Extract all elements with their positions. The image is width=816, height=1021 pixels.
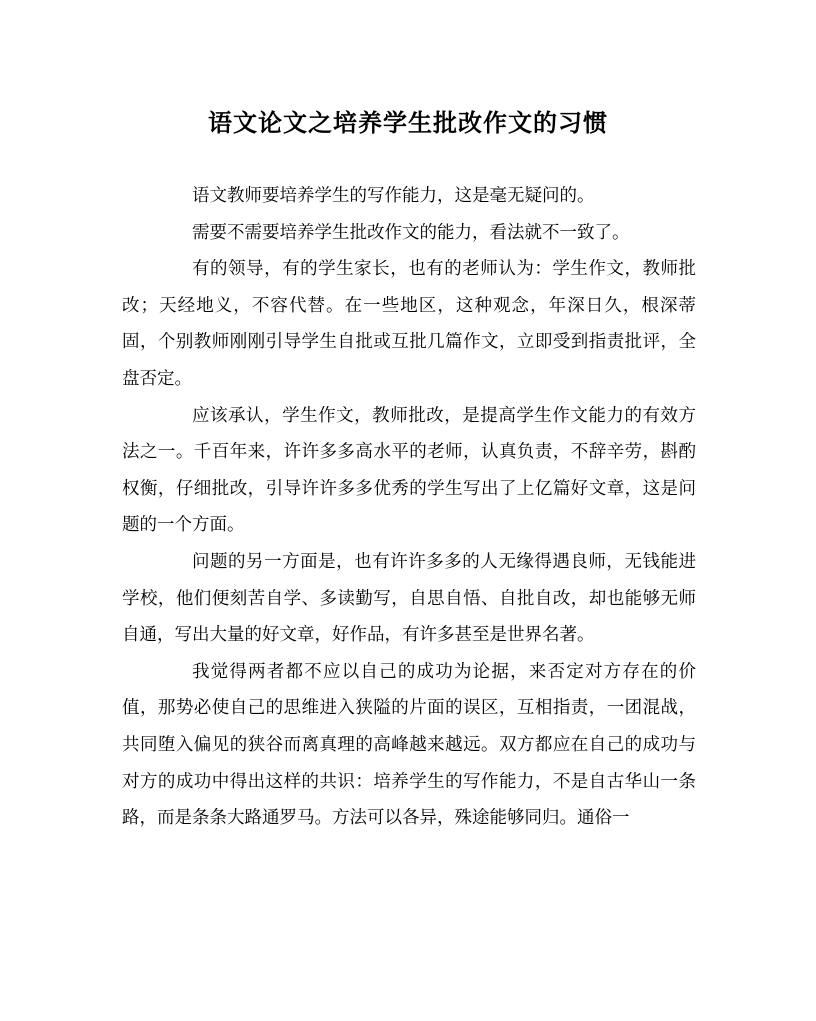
paragraph-2: 需要不需要培养学生批改作文的能力，看法就不一致了。 [192,222,630,243]
paragraph-6: 我觉得两者都不应以自己的成功为论据，来否定对方存在的价值，那势必使自己的思维进入狭隘的片面的误区，互相指责，一团混战，共同堕入偏见的狭谷而离真理的高峰越来越远。双方都应在自己的成功与对方的成功中得出这样的共识：培养学生的写作能力，不是自古华山一条路，而是条条大路通罗马。方法可以各异，殊途能够同归。通俗一 [122,661,696,829]
paragraph-4: 应该承认，学生作文，教师批改，是提高学生作文能力的有效方法之一。千百年来，许许多多高水平的老师，认真负责，不辞辛劳，斟酌权衡，仔细批改，引导许许多多优秀的学生写出了上亿篇好文章，这是问题的一个方面。 [122,405,696,536]
paragraph-1: 语文教师要培养学生的写作能力，这是毫无疑问的。 [192,186,595,206]
paragraph-3: 有的领导，有的学生家长，也有的老师认为：学生作文，教师批改；天经地义，不容代替。在一些地区，这种观念，年深日久，根深蒂固，个别教师刚刚引导学生自批或互批几篇作文，立即受到指责批评，全盘否定。 [122,259,696,389]
document-title: 语文论文之培养学生批改作文的习惯 [208,108,608,137]
document-body [122,178,696,837]
paragraph-5: 问题的另一方面是，也有许许多多的人无缘得遇良师，无钱能进学校，他们便刻苦自学、多读勤写，自思自悟、自批自改，却也能够无师自通，写出大量的好文章，好作品，有许多甚至是世界名著。 [122,551,696,646]
